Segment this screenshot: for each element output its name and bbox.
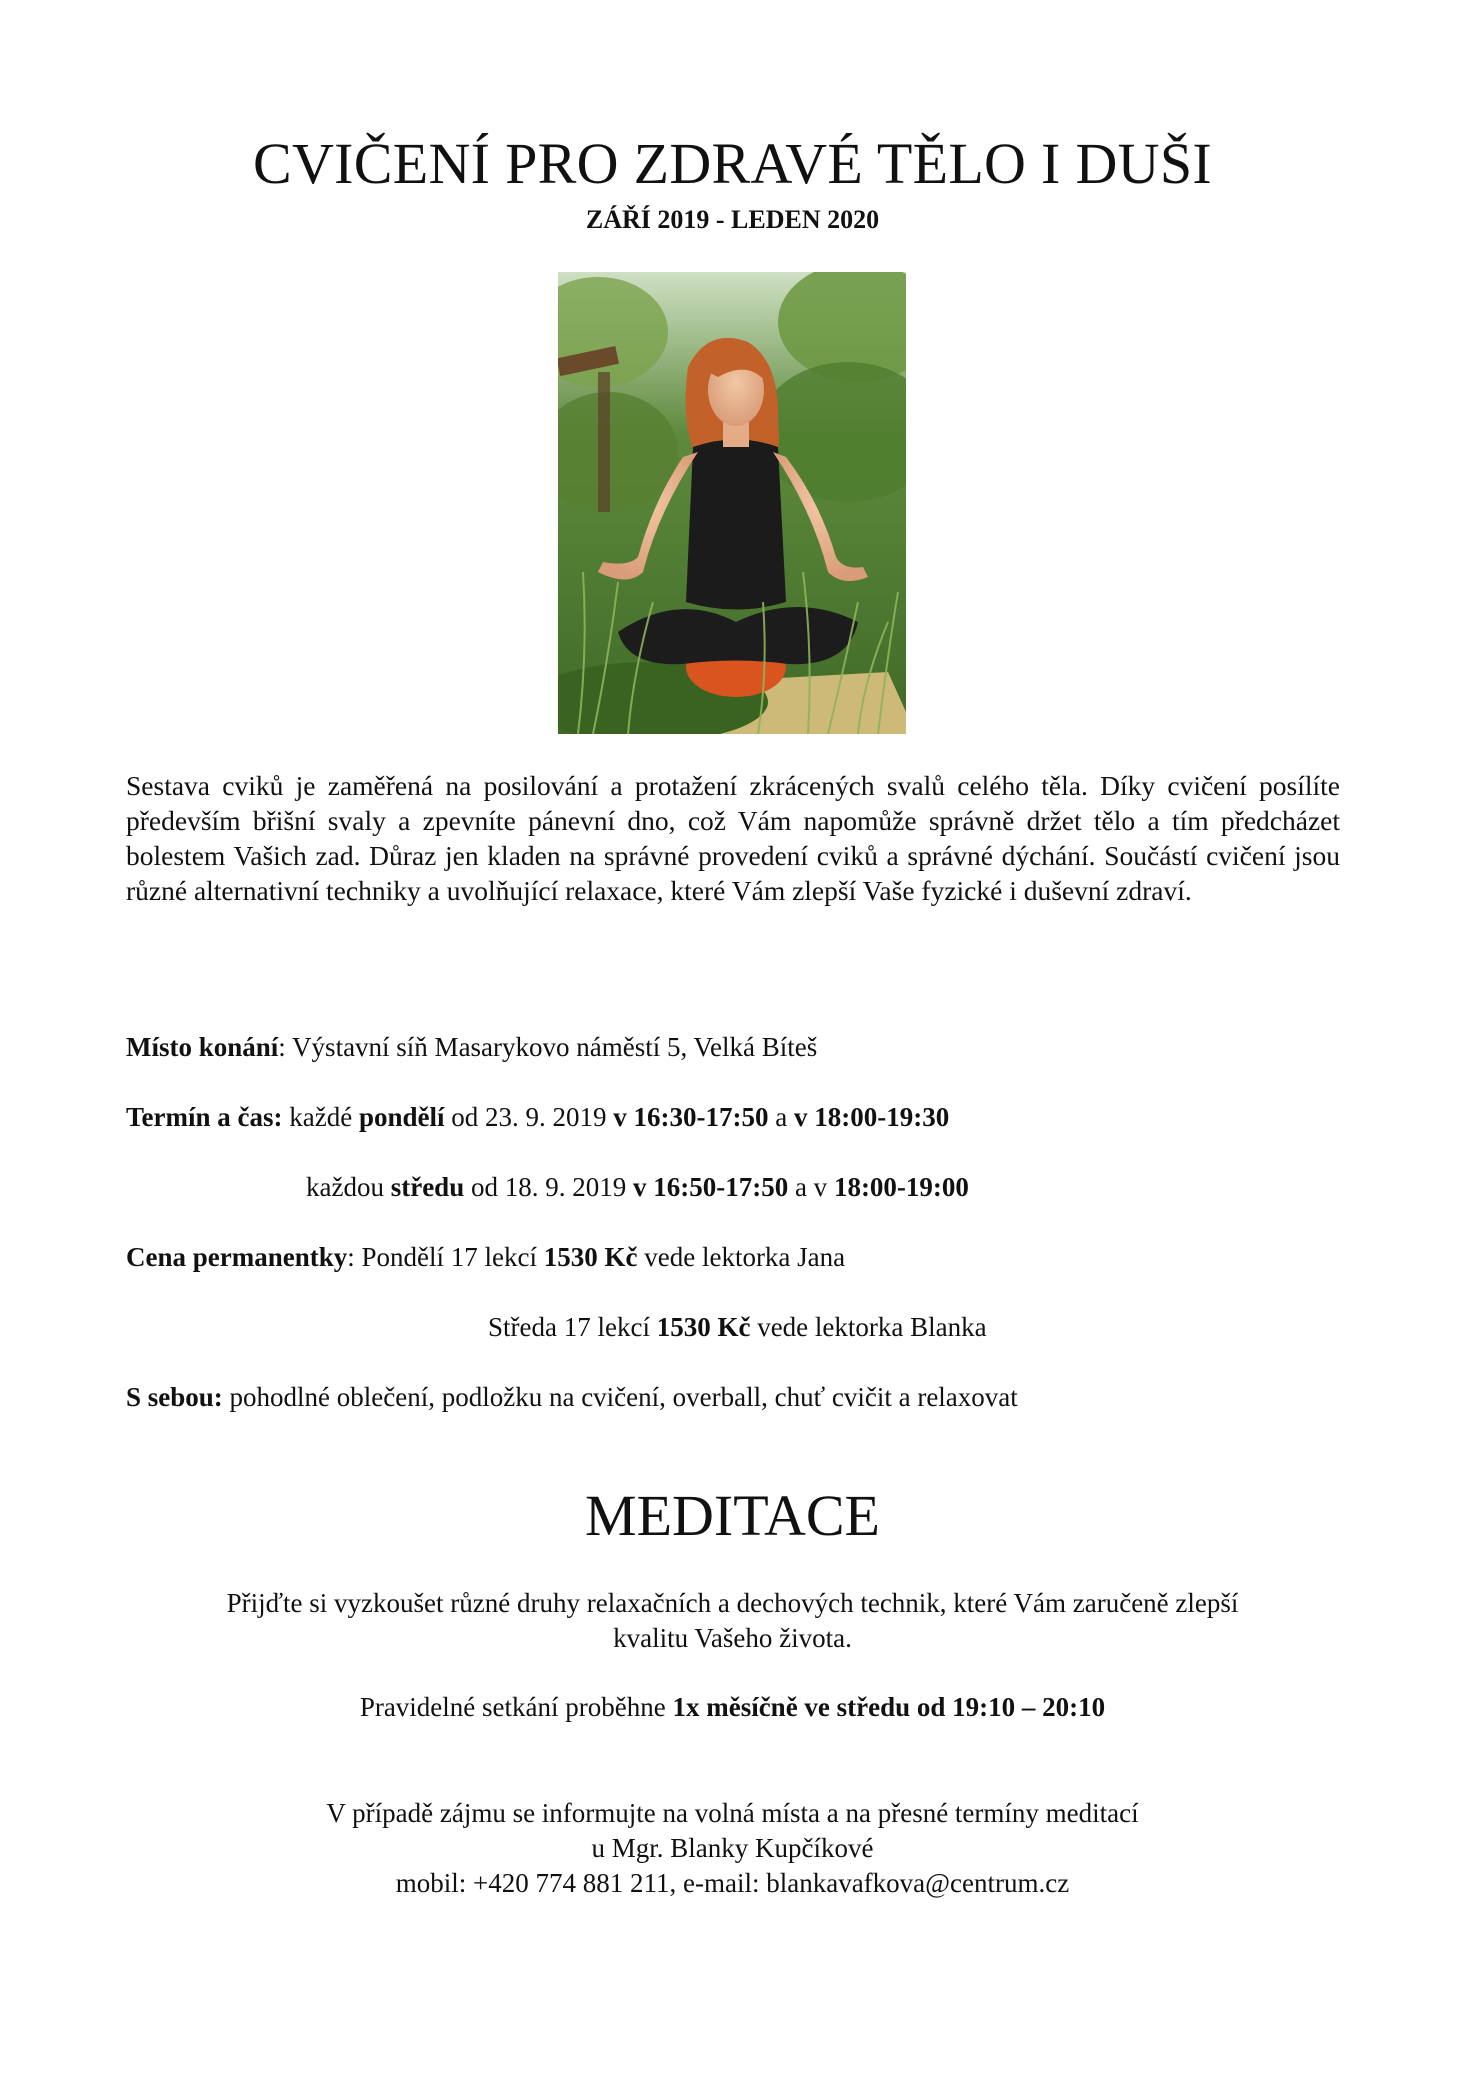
schedule-wednesday-slot1: v 16:50-17:50 (632, 1172, 789, 1202)
venue-line (126, 1030, 817, 1064)
venue-value: : Výstavní síň Masarykovo náměstí 5, Velká Bíteš (278, 1032, 818, 1062)
bring-value: pohodlné oblečení, podložku na cvičení, overball, chuť cvičit a relaxovat (222, 1382, 1018, 1412)
meditating-woman-image (558, 272, 906, 734)
schedule-wednesday-slot2: 18:00-19:00 (833, 1172, 969, 1202)
page-title: CVIČENÍ PRO ZDRAVÉ TĚLO I DUŠI (252, 131, 1213, 196)
price-label: Cena permanentky (126, 1242, 348, 1272)
meditation-regular-line (0, 1690, 1465, 1725)
meditation-heading: MEDITACE (585, 1483, 880, 1548)
schedule-monday-slot2: v 18:00-19:30 (793, 1102, 950, 1132)
price-wednesday-pre: Středa 17 lekcí (488, 1312, 657, 1342)
schedule-monday-mid: a (768, 1102, 794, 1132)
price-wednesday-post: vede lektorka Blanka (750, 1312, 987, 1342)
intro-paragraph: Sestava cviků je zaměřená na posilování a protažení zkrácených svalů celého těla. Díky cvičení posílíte především břišní svaly a zpevníte pánevní dno, což Vám napomůže správně držet tělo a tím předcházet bolestem Vašich zad. Důraz jen kladen na správné provedení cviků a správné dýchání. Součástí cvičení jsou různé alternativní techniky a uvolňující relaxace, které Vám zlepší Vaše fyzické i duševní zdraví. (126, 770, 1340, 906)
schedule-wednesday-pre: každou (306, 1172, 391, 1202)
schedule-monday-date: od 23. 9. 2019 (444, 1102, 614, 1132)
meditation-regular-bold: 1x měsíčně ve středu od 19:10 – 20:10 (672, 1692, 1106, 1722)
schedule-monday-slot1: v 16:30-17:50 (613, 1102, 769, 1132)
schedule-monday-day: pondělí (358, 1102, 445, 1132)
price-monday-pre: : Pondělí 17 lekcí (347, 1242, 544, 1272)
price-wednesday-line (488, 1310, 987, 1344)
meditation-text-line1: Přijďte si vyzkoušet různé druhy relaxačních a dechových technik, které Vám zaručeně zlepší (226, 1588, 1239, 1618)
contact-line3: mobil: +420 774 881 211, e-mail: blankavafkova@centrum.cz (395, 1868, 1070, 1898)
price-wednesday-amount: 1530 Kč (656, 1312, 751, 1342)
page-subtitle: ZÁŘÍ 2019 - LEDEN 2020 (585, 205, 880, 234)
price-monday-amount: 1530 Kč (543, 1242, 638, 1272)
schedule-wednesday-day: středu (390, 1172, 465, 1202)
price-monday-post: vede lektorka Jana (637, 1242, 846, 1272)
contact-line1: V případě zájmu se informujte na volná místa a na přesné termíny meditací (326, 1798, 1139, 1828)
meditation-regular-pre: Pravidelné setkání proběhne (359, 1692, 673, 1722)
schedule-wednesday-date: od 18. 9. 2019 (464, 1172, 633, 1202)
schedule-wednesday-mid: a v (788, 1172, 834, 1202)
schedule-monday-line (126, 1100, 949, 1134)
meditation-text-line2: kvalitu Vašeho života. (613, 1623, 852, 1653)
venue-label: Místo konání (126, 1032, 279, 1062)
schedule-wednesday-line (306, 1170, 969, 1204)
schedule-monday-pre: každé (282, 1102, 359, 1132)
contact-line2: u Mgr. Blanky Kupčíkové (591, 1833, 874, 1863)
schedule-label: Termín a čas: (126, 1102, 283, 1132)
bring-label: S sebou: (126, 1382, 223, 1412)
price-monday-line (126, 1240, 845, 1274)
bring-line (126, 1380, 1018, 1414)
yoga-photo (558, 272, 906, 734)
